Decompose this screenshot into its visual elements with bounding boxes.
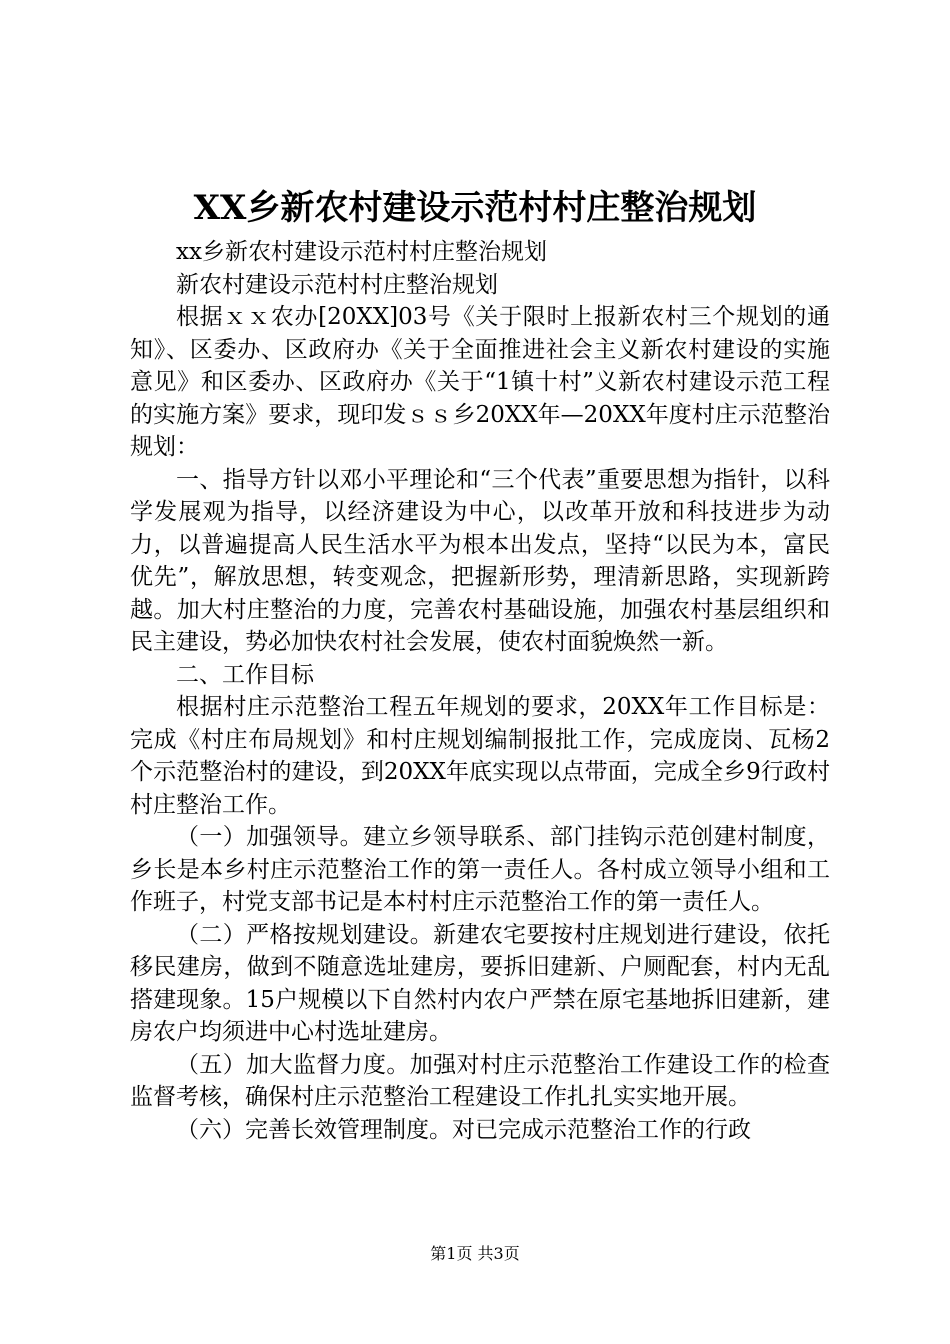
page-number-footer: 第1页 共3页	[430, 1244, 520, 1263]
paragraph-work-goal: 根据村庄示范整治工程五年规划的要求，20XX年工作目标是：完成《村庄布局规划》和村庄规划编制报批工作，完成庞岗、瓦杨2个示范整治村的建设，到20XX年底实现以点带面，完成全乡9行政村村庄整治工作。	[130, 694, 830, 818]
paragraph-subtitle-2: 新农村建设示范村村庄整治规划	[176, 271, 498, 298]
paragraph-item-1: （一）加强领导。建立乡领导联系、部门挂钩示范创建村制度，乡长是本乡村庄示范整治工作的第一责任人。各村成立领导小组和工作班子，村党支部书记是本村村庄示范整治工作的第一责任人。	[130, 824, 830, 915]
document-title: XX乡新农村建设示范村村庄整治规划	[193, 188, 757, 228]
paragraph-subtitle-1: xx乡新农村建设示范村村庄整治规划	[176, 239, 547, 265]
paragraph-item-2: （二）严格按规划建设。新建农宅要按村庄规划进行建设，依托移民建房，做到不随意选址建房，要拆旧建新、户厕配套，村内无乱搭建现象。15户规模以下自然村内农户严禁在原宅基地拆旧建新，建房农户均须进中心村选址建房。	[130, 921, 830, 1045]
paragraph-intro: 根据ｘｘ农办[20XX]03号《关于限时上报新农村三个规划的通知》、区委办、区政府办《关于全面推进社会主义新农村建设的实施意见》和区委办、区政府办《关于“1镇十村”义新农村建设示范工程的实施方案》要求，现印发ｓｓ乡20XX年—20XX年度村庄示范整治规划：	[130, 304, 830, 460]
paragraph-section-heading: 二、工作目标	[176, 661, 314, 688]
paragraph-item-6: （六）完善长效管理制度。对已完成示范整治工作的行政	[176, 1116, 751, 1143]
paragraph-guiding-principle: 一、指导方针以邓小平理论和“三个代表”重要思想为指针，以科学发展观为指导，以经济建设为中心，以改革开放和科技进步为动力，以普遍提高人民生活水平为根本出发点，坚持“以民为本，富民优先”，解放思想，转变观念，把握新形势，理清新思路，实现新跨越。加大村庄整治的力度，完善农村基础设施，加强农村基层组织和民主建设，势必加快农村社会发展，使农村面貌焕然一新。	[130, 466, 830, 655]
paragraph-item-5: （五）加大监督力度。加强对村庄示范整治工作建设工作的检查监督考核，确保村庄示范整治工程建设工作扎扎实实地开展。	[130, 1051, 830, 1110]
document-body	[130, 236, 830, 1146]
